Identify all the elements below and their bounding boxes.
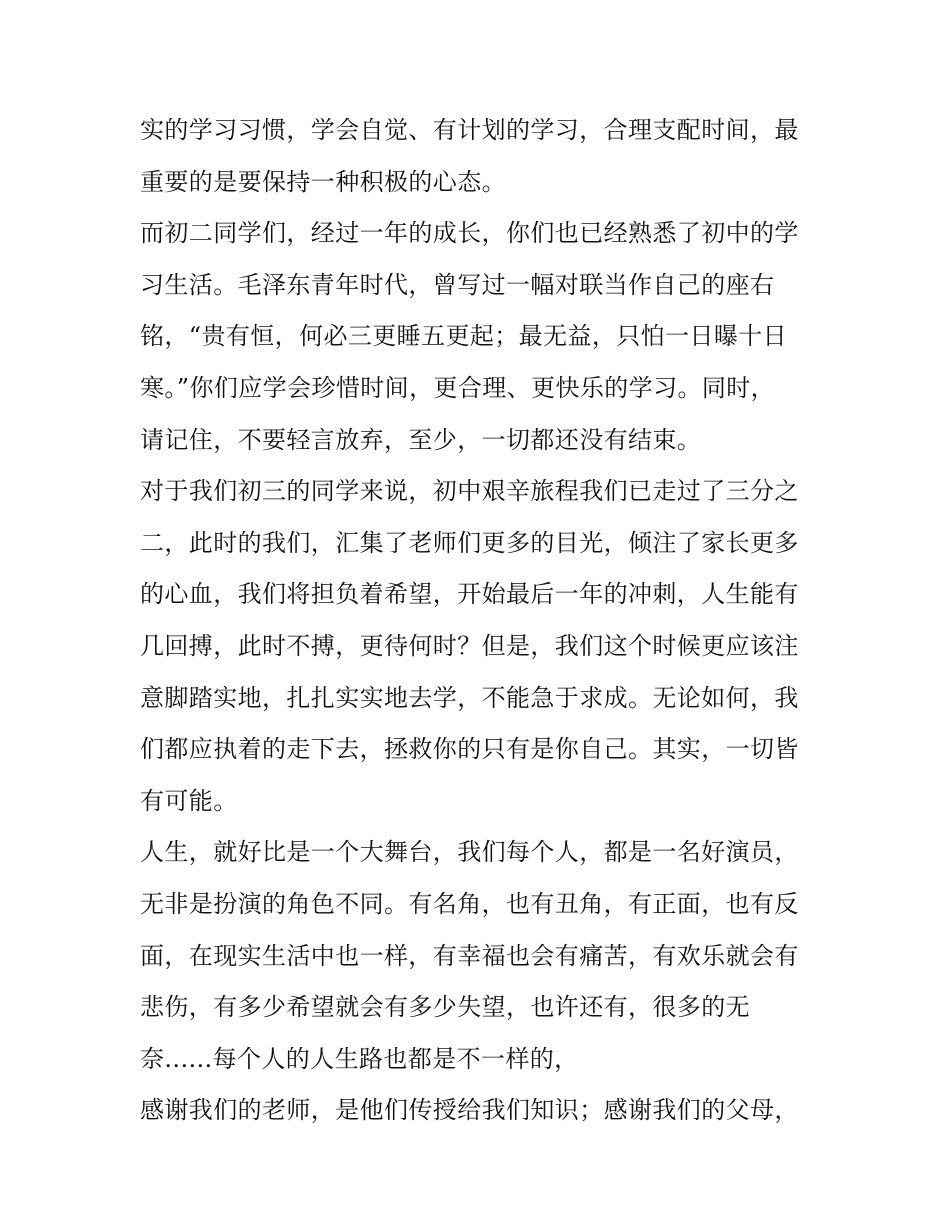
text-line: 习生活。毛泽东青年时代，曾写过一幅对联当作自己的座右 [140,270,775,299]
text-line: 铭，“贵有恒，何必三更睡五更起；最无益，只怕一日曝十日 [140,322,788,351]
text-line: 感谢我们的老师，是他们传授给我们知识；感谢我们的父母， [140,1096,799,1125]
text-line: 有可能。 [140,786,238,815]
text-line: 重要的是要保持一种积极的心态。 [140,167,506,196]
text-line: 奈......每个人的人生路也都是不一样的， [140,1044,579,1073]
text-line: 无非是扮演的角色不同。有名角，也有丑角，有正面，也有反 [140,889,799,918]
text-line: 几回搏，此时不搏，更待何时？但是，我们这个时候更应该注 [140,631,799,660]
text-line: 寒。”你们应学会珍惜时间，更合理、更快乐的学习。同时， [140,373,776,402]
text-line: 人生，就好比是一个大舞台，我们每个人，都是一名好演员， [140,838,799,867]
text-line: 的心血，我们将担负着希望，开始最后一年的冲刺，人生能有 [140,580,799,609]
text-line: 实的学习习惯，学会自觉、有计划的学习，合理支配时间，最 [140,116,799,144]
text-line: 请记住，不要轻言放弃，至少，一切都还没有结束。 [140,425,702,454]
text-line: 而初二同学们，经过一年的成长，你们也已经熟悉了初中的学 [140,219,799,248]
text-line: 意脚踏实地，扎扎实实地去学，不能急于求成。无论如何，我 [140,683,799,712]
text-line: 们都应执着的走下去，拯救你的只有是你自己。其实，一切皆 [140,735,799,764]
text-line: 二，此时的我们，汇集了老师们更多的目光，倾注了家长更多 [140,528,799,557]
text-line: 对于我们初三的同学来说，初中艰辛旅程我们已走过了三分之 [140,477,799,506]
text-line: 悲伤，有多少希望就会有多少失望，也许还有，很多的无 [140,993,750,1022]
text-line: 面，在现实生活中也一样，有幸福也会有痛苦，有欢乐就会有 [140,941,799,970]
document-body [140,105,815,1137]
